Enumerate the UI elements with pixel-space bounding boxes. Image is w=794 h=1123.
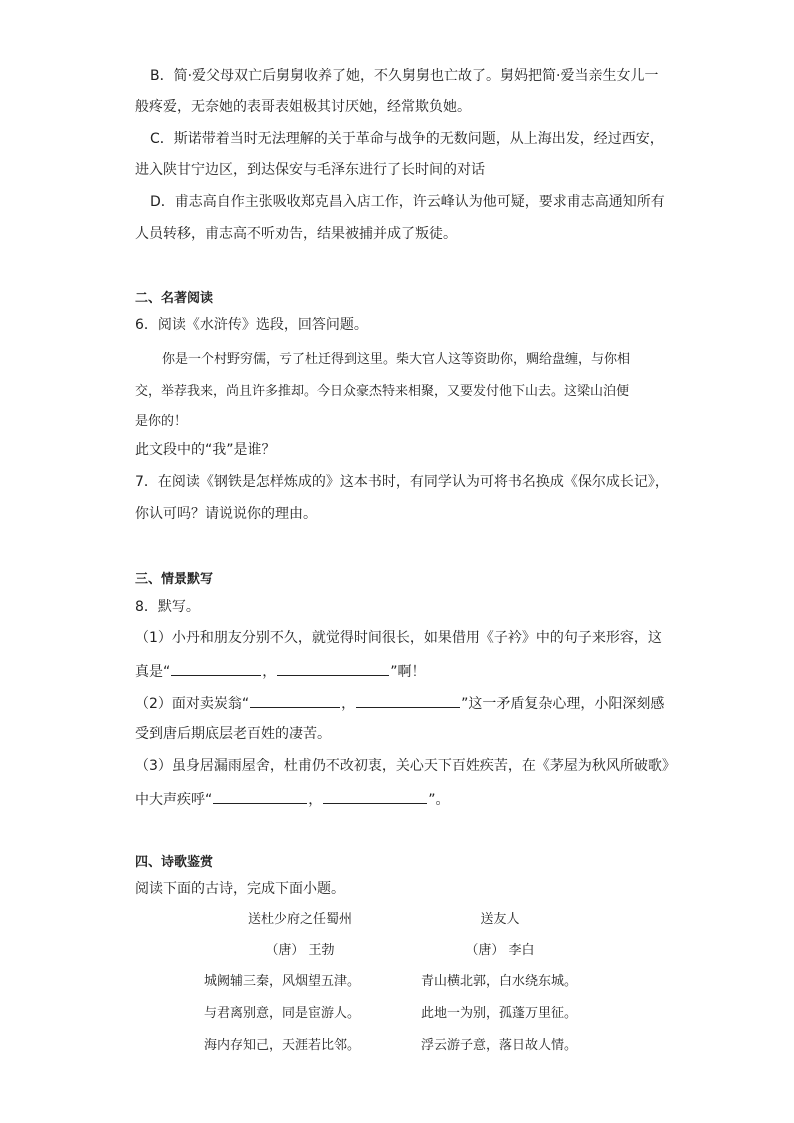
answer-blank[interactable] bbox=[213, 788, 307, 804]
question-8: 8．默写。 bbox=[135, 599, 200, 615]
answer-blank[interactable] bbox=[250, 692, 340, 708]
poem2-line: 青山横北郭，白水绕东城。 bbox=[421, 974, 578, 989]
poem2-line: 此地一为别，孤蓬万里征。 bbox=[421, 1006, 578, 1021]
poem1-line: 海内存知己，天涯若比邻。 bbox=[204, 1038, 361, 1053]
item-3-line2: 中大声疾呼“ ， ”。 bbox=[135, 788, 450, 810]
answer-blank[interactable] bbox=[356, 692, 460, 708]
poem1-author: （唐） 王勃 bbox=[265, 943, 335, 958]
item-1-line2: 真是“ ， ”啊！ bbox=[135, 660, 426, 682]
excerpt-line3: 是你的！ bbox=[135, 414, 188, 429]
option-c-line2: 进入陕甘宁边区，到达保安与毛泽东进行了长时间的对话 bbox=[135, 162, 485, 178]
option-b-line1: B．简·爱父母双亡后舅舅收养了她，不久舅舅也亡故了。舅妈把简·爱当亲生女儿一 bbox=[150, 68, 659, 84]
poem2-author: （唐） 李白 bbox=[465, 943, 535, 958]
question-6-ask: 此文段中的“我”是谁？ bbox=[135, 442, 276, 458]
item-2-line2: 受到唐后期底层老百姓的凄苦。 bbox=[135, 726, 331, 742]
question-6: 6．阅读《水浒传》选段，回答问题。 bbox=[135, 317, 368, 333]
poem2-title: 送友人 bbox=[480, 912, 520, 927]
excerpt-line2: 交，举荐我来，尚且许多推却。今日众豪杰特来相聚，又要发付他下山去。这梁山泊便 bbox=[135, 384, 630, 399]
poem-instruction: 阅读下面的古诗，完成下面小题。 bbox=[135, 881, 345, 897]
question-7-line2: 你认可吗？请说说你的理由。 bbox=[135, 506, 317, 522]
section-heading-3: 三、情景默写 bbox=[135, 572, 214, 587]
answer-blank[interactable] bbox=[171, 660, 261, 676]
poem1-line: 城阙辅三秦，风烟望五津。 bbox=[204, 974, 361, 989]
poem1-title: 送杜少府之任蜀州 bbox=[247, 912, 352, 927]
excerpt-line1: 你是一个村野穷儒，亏了杜迁得到这里。柴大官人这等资助你，赒给盘缠，与你相 bbox=[162, 352, 631, 367]
question-7-line1: 7．在阅读《钢铁是怎样炼成的》这本书时，有同学认为可将书名换成《保尔成长记》， bbox=[135, 474, 669, 490]
answer-blank[interactable] bbox=[277, 660, 389, 676]
option-d-line1: D．甫志高自作主张吸收郑克昌入店工作，许云峰认为他可疑，要求甫志高通知所有 bbox=[150, 194, 665, 210]
answer-blank[interactable] bbox=[323, 788, 427, 804]
section-heading-2: 二、名著阅读 bbox=[135, 291, 214, 306]
option-c-line1: C．斯诺带着当时无法理解的关于革命与战争的无数问题，从上海出发，经过西安， bbox=[150, 131, 664, 147]
poem1-line: 与君离别意，同是宦游人。 bbox=[204, 1006, 361, 1021]
poem2-line: 浮云游子意，落日故人情。 bbox=[421, 1038, 578, 1053]
option-b-line2: 般疼爱，无奈她的表哥表姐极其讨厌她，经常欺负她。 bbox=[135, 99, 471, 115]
item-2-line1: （2）面对卖炭翁“ ， ”这一矛盾复杂心理，小阳深刻感 bbox=[135, 692, 664, 714]
option-d-line2: 人员转移，甫志高不听劝告，结果被捕并成了叛徒。 bbox=[135, 226, 457, 242]
section-heading-4: 四、诗歌鉴赏 bbox=[135, 855, 214, 870]
item-1-line1: （1）小丹和朋友分别不久，就觉得时间很长，如果借用《子衿》中的句子来形容，这 bbox=[135, 630, 662, 646]
item-3-line1: （3）虽身居漏雨屋舍，杜甫仍不改初衷，关心天下百姓疾苦，在《茅屋为秋风所破歌》 bbox=[135, 758, 676, 774]
